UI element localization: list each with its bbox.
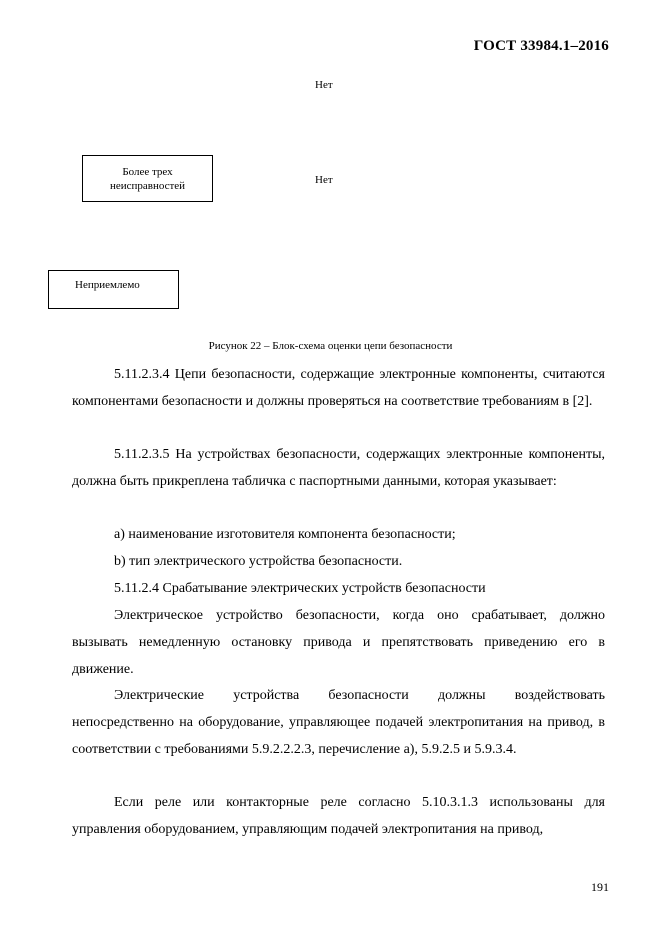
paragraph-5-11-2-3-5: 5.11.2.3.5 На устройствах безопасности, содержащих электронные компоненты, должна быть прикреплена табличка с паспортными данными, которая указывает:: [72, 447, 605, 489]
paragraph-safety-devices-direct-action: Электрические устройства безопасности должны воздействовать непосредственно на оборудование, управляющее подачей электропитания на привод, в соответствии с требованиями 5.9.2.2.2.3, перечисление а), 5.9.2.5 и 5.9.3.4.: [72, 688, 605, 757]
flowchart-label-no: Нет: [315, 174, 333, 186]
list-item-b: b) тип электрического устройства безопасности.: [114, 554, 403, 569]
flowchart-box-unacceptable: [48, 270, 179, 309]
list-item-a: а) наименование изготовителя компонента безопасности;: [114, 527, 456, 542]
section-heading-5-11-2-4: 5.11.2.4 Срабатывание электрических устройств безопасности: [114, 581, 486, 596]
box-faults-line1: Более трех: [122, 165, 173, 178]
page-number: 191: [591, 880, 609, 894]
document-number: ГОСТ 33984.1–2016: [473, 38, 609, 54]
box-faults-line2: неисправностей: [109, 179, 186, 192]
paragraph-relays: Если реле или контакторные реле согласно 5.10.3.1.3 использованы для управления оборудованием, управляющим подачей электропитания на привод,: [72, 795, 605, 837]
box-unacceptable-label: Неприемлемо: [75, 279, 140, 291]
flowchart-box-more-than-three-faults: [82, 155, 213, 202]
paragraph-safety-device-operation: Электрическое устройство безопасности, когда оно срабатывает, должно вызывать немедленную остановку привода и препятствовать приведению его в движение.: [72, 608, 605, 677]
flowchart-label-no: Нет: [315, 79, 333, 91]
figure-caption: Рисунок 22 – Блок-схема оценки цепи безопасности: [208, 340, 453, 352]
paragraph-5-11-2-3-4: 5.11.2.3.4 Цепи безопасности, содержащие электронные компоненты, считаются компонентами безопасности и должны проверяться на соответствие требованиям в [2].: [72, 367, 605, 409]
